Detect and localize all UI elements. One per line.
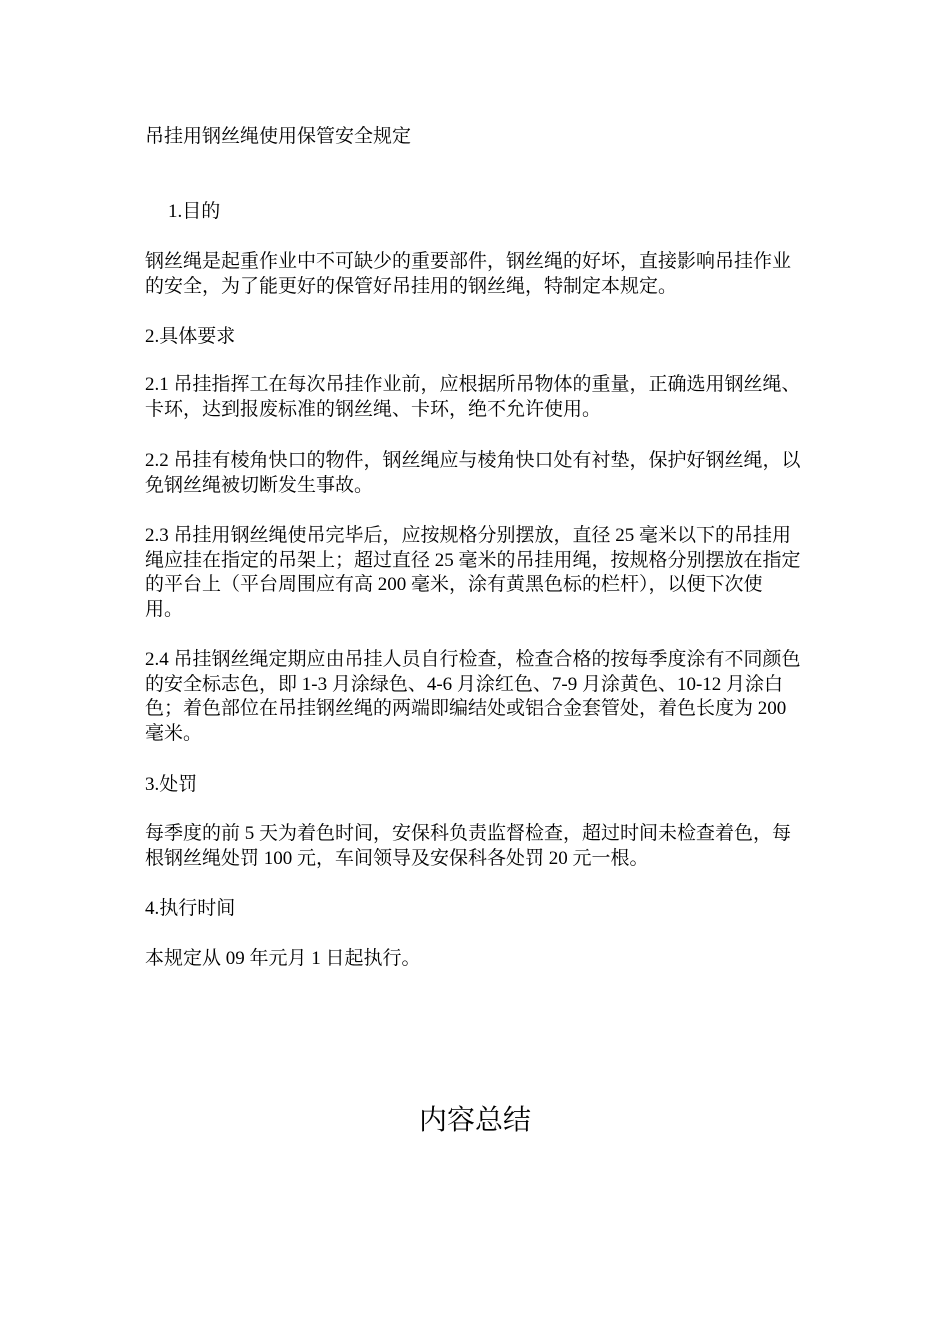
paragraph-line: 2.1 吊挂指挥工在每次吊挂作业前，应根据所吊物体的重量，正确选用钢丝绳、: [145, 374, 801, 395]
paragraph-purpose: [145, 250, 807, 299]
section-heading-purpose: [168, 200, 830, 225]
requirement-item-2-3: [145, 524, 807, 623]
section-heading-penalty: [145, 773, 807, 798]
paragraph-line: 用。: [145, 599, 184, 621]
paragraph-line: 根钢丝绳处罚 100 元，车间领导及安保科各处罚 20 元一根。: [145, 847, 649, 869]
paragraph-line: 的安全标志色，即 1-3 月涂绿色、4-6 月涂红色、7-9 月涂黄色、10-12 月涂白: [145, 673, 784, 695]
heading-text: 2.具体要求: [145, 326, 236, 347]
paragraph-line: 2.2 吊挂有棱角快口的物件，钢丝绳应与棱角快口处有衬垫，保护好钢丝绳，以: [145, 450, 801, 471]
paragraph-line: 2.3 吊挂用钢丝绳使吊完毕后，应按规格分别摆放，直径 25 毫米以下的吊挂用: [145, 525, 792, 546]
heading-text: 3.处罚: [145, 774, 198, 795]
section-heading-requirements: [145, 325, 807, 350]
requirement-item-2-2: [145, 449, 807, 498]
paragraph-line: 色；着色部位在吊挂钢丝绳的两端即编结处或铝合金套管处，着色长度为 200: [145, 698, 787, 720]
paragraph-line: 免钢丝绳被切断发生事故。: [145, 474, 374, 496]
paragraph-penalty: [145, 822, 807, 871]
paragraph-line: 2.4 吊挂钢丝绳定期应由吊挂人员自行检查，检查合格的按每季度涂有不同颜色: [145, 649, 801, 670]
requirement-item-2-1: [145, 373, 807, 422]
paragraph-line: 本规定从 09 年元月 1 日起执行。: [145, 948, 421, 969]
heading-text: 1.目的: [168, 201, 221, 222]
paragraph-line: 的平台上（平台周围应有高 200 毫米，涂有黄黑色标的栏杆），以便下次使: [145, 574, 763, 596]
paragraph-line: 钢丝绳是起重作业中不可缺少的重要部件，钢丝绳的好坏，直接影响吊挂作业: [145, 251, 792, 272]
section-heading-effective-date: [145, 897, 807, 922]
paragraph-line: 的安全，为了能更好的保管好吊挂用的钢丝绳，特制定本规定。: [145, 275, 678, 297]
summary-heading: 内容总结: [418, 1104, 531, 1135]
paragraph-line: 卡环，达到报废标准的钢丝绳、卡环，绝不允许使用。: [145, 398, 602, 420]
paragraph-effective-date: [145, 947, 807, 972]
paragraph-line: 毫米。: [145, 723, 203, 745]
heading-text: 4.执行时间: [145, 898, 236, 919]
document-title: [145, 125, 807, 150]
title-text: 吊挂用钢丝绳使用保管安全规定: [145, 126, 412, 147]
requirement-item-2-4: [145, 648, 807, 747]
paragraph-line: 每季度的前 5 天为着色时间，安保科负责监督检查，超过时间未检查着色，每: [145, 823, 792, 844]
paragraph-line: 绳应挂在指定的吊架上；超过直径 25 毫米的吊挂用绳，按规格分别摆放在指定: [145, 549, 801, 571]
